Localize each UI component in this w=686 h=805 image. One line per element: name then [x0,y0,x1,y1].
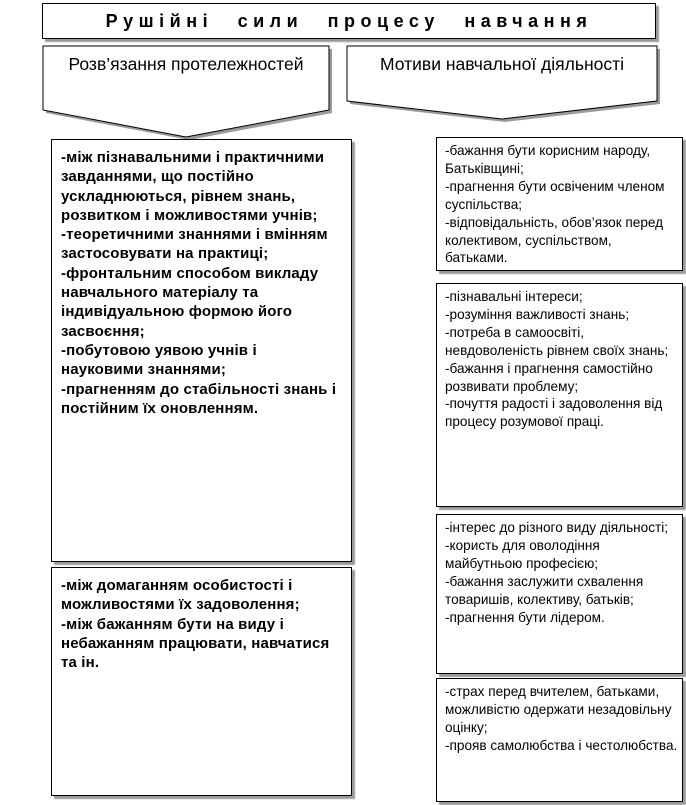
motives-text-4: -страх перед вчителем, батьками, можливістю одержати незадовільну оцінку; -прояв самолюбства і честолюбства. [445,684,678,753]
contradictions-text-2: -між домаганням особистості і можливостями їх задоволення; -між бажанням бути на виду і небажанням працювати, навчатися та ін. [61,577,330,672]
motives-text-1: -бажання бути корисним народу, Батьківщині; -прагнення бути освіченим членом суспільства; -відповідальність, обов’язок перед колективом, суспільством, батьками. [445,143,665,266]
motives-text-2: -пізнавальні інтереси; -розуміння важливості знань; -потреба в самоосвіті, невдоволеність рівнем своїх знань; -бажання і прагнення самостійно розвивати проблему; -почуття радості і задоволення від процесу розумової праці. [445,289,669,430]
contradictions-text-1: -між пізнавальними і практичними завданнями, що постійно ускладнюються, рівнем знань, розвитком і можливостями учнів; -теоретичними знаннями і вмінням застосовувати на практиці; -фронтальним способом викладу навчального матеріалу та індивідуальною формою його засвоєння; -побутовою уявою учнів і науковими знаннями; -прагненням до стабільності знань і постійним їх оновленням. [61,149,337,417]
motives-box-4 [436,678,683,802]
motives-box-2 [436,283,683,507]
category-pentagons [0,0,686,160]
motives-text-3: -інтерес до різного виду діяльності; -користь для оволодіння майбутньою професією; -бажання заслужити схвалення товаришів, колективу, батьків; -прагнення бути лідером. [445,520,669,625]
contradictions-label: Розв’язання протележностей [68,54,304,74]
motives-label: Мотиви навчальної діяльності [379,54,624,74]
contradictions-box-1 [51,139,352,562]
motives-box-3 [436,514,683,674]
diagram-title: Рушійні сили процесу навчання [105,11,593,31]
contradictions-box-2 [51,567,352,796]
motives-box-1 [436,137,683,271]
